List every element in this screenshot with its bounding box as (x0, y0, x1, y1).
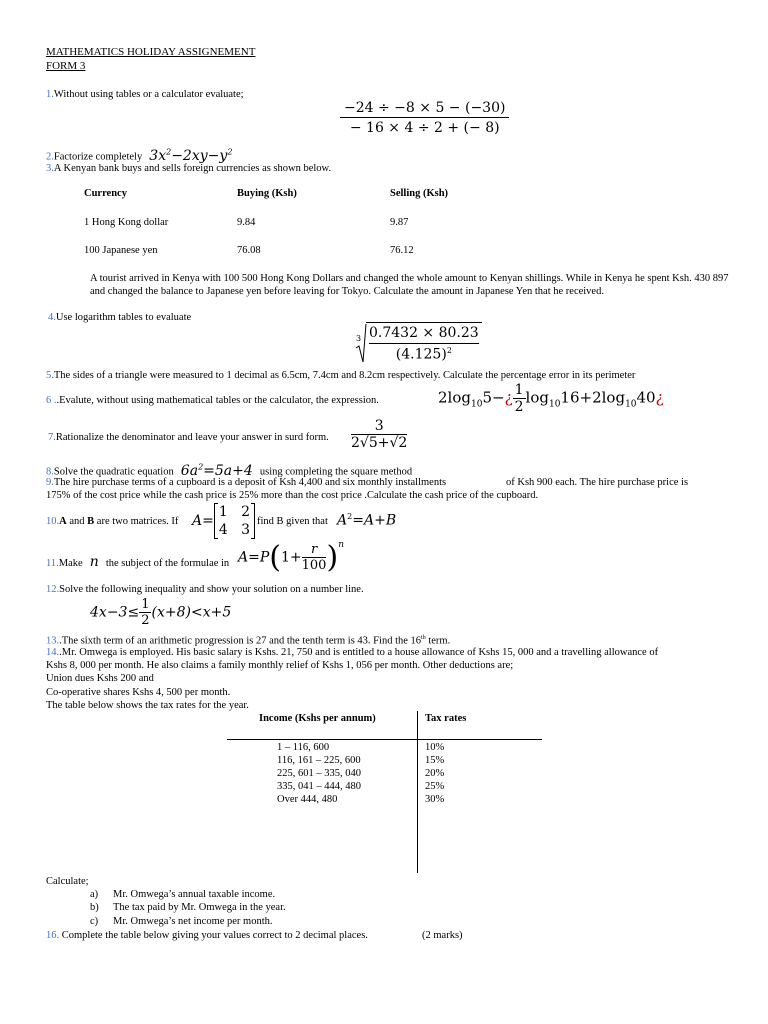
question-text: Rationalize the denominator and leave your answer in surd form. (55, 432, 329, 443)
question-13: 13..The sixth term of an arithmetic progression is 27 and the tenth term is 43. Find the 16th term. (46, 635, 451, 647)
question-number: 3. (46, 163, 54, 174)
q6-expression: $2\log_{10}5-¿$ $\frac{1}{2}$ $\log_{10}16+2\log_{10}40¿$ (438, 382, 664, 415)
question-9 (46, 476, 446, 489)
part-label: a) (90, 889, 99, 900)
radical-sign (355, 322, 367, 364)
tax-income-cell: 1 – 116, 600 (277, 742, 330, 753)
question-number: 16. (46, 930, 60, 941)
q1-fraction (340, 100, 509, 136)
part-label: c) (90, 916, 99, 927)
question-number: 14. (46, 647, 60, 658)
fraction-bar (340, 117, 509, 118)
question-10-cont: find B given that (257, 516, 328, 527)
question-number: 6 . (46, 395, 57, 406)
table-cell: 9.84 (237, 217, 256, 228)
table-cell: 9.87 (390, 217, 409, 228)
q2-expression: $3x^2-2xy-y^2$ (144, 147, 233, 164)
question-3 (46, 162, 331, 175)
question-text: Solve the quadratic equation (53, 466, 174, 478)
question-text: .The sixth term of an arithmetic progression is 27 and the tenth term is 43. Find the 16 (59, 635, 422, 647)
question-text: The hire purchase terms of a cupboard is a deposit of Ksh 4,400 and six monthly installments (53, 477, 447, 488)
tax-rate-cell: 30% (425, 794, 445, 805)
q4-numerator: 0.7432 × 80.23 (369, 325, 479, 341)
question-10: 10.A and B are two matrices. If (46, 516, 179, 527)
question-1 (46, 88, 244, 101)
question-text-2: using completing the square method (259, 466, 413, 478)
question-number: 1. (46, 89, 54, 100)
question-text: Without using tables or a calculator evaluate; (53, 89, 244, 100)
question-number: 4. (48, 312, 56, 323)
q14-line3: Union dues Kshs 200 and (46, 673, 154, 684)
q10-matrix: A= 1 2 4 3 (192, 503, 255, 539)
q3-paragraph: A tourist arrived in Kenya with 100 500 Hong Kong Dollars and changed the whole amount to Kenyan shillings. While in Kenya he spent Ksh. 430 897 and changed the balance to Japanese yen before leaving for Tokyo. Calculate the amount in Japanese Yen that he received. (90, 273, 729, 297)
form-label: FORM 3 (46, 60, 86, 72)
tax-income-cell: 116, 161 – 225, 600 (277, 755, 361, 766)
table-header: Selling (Ksh) (390, 188, 449, 199)
question-text: Complete the table below giving your values correct to 2 decimal places. (59, 930, 368, 941)
tax-rate-cell: 20% (425, 768, 445, 779)
q14-line4: Co-operative shares Kshs 4, 500 per month. (46, 687, 231, 698)
question-text: .Evalute, without using mathematical tables or the calculator, the expression. (56, 395, 379, 406)
q14-line5: The table below shows the tax rates for the year. (46, 700, 249, 711)
question-12 (46, 583, 364, 596)
q12-inequality: 4x−3≤ $\frac{1}{2}$ (x+8)<x+5 (90, 597, 232, 628)
question-11 (46, 556, 229, 570)
question-number: 8. (46, 466, 54, 478)
question-number: 2. (46, 151, 54, 163)
part-text: Mr. Omwega’s net income per month. (113, 916, 273, 927)
tax-income-cell: Over 444, 480 (277, 794, 338, 805)
question-text: A Kenyan bank buys and sells foreign currencies as shown below. (53, 163, 332, 174)
q4-denominator: (4.125) (395, 346, 447, 363)
part-text: The tax paid by Mr. Omwega in the year. (113, 902, 286, 913)
question-9-line2: 175% of the cost price while the cash price is 25% more than the cost price .Calculate the cash price of the cupboard. (46, 490, 539, 501)
tax-rate-cell: 15% (425, 755, 445, 766)
part-text: Mr. Omwega’s annual taxable income. (113, 889, 276, 900)
question-text: Make (58, 558, 83, 569)
tax-income-cell: 225, 601 – 335, 040 (277, 768, 361, 779)
question-14 (46, 646, 658, 659)
question-text: Solve the following inequality and show your solution on a number line. (59, 584, 364, 595)
question-number: 12. (46, 584, 60, 595)
q11-formula: A=P(1+ $\frac{r}{100}$ )$^n$ (238, 540, 344, 575)
marks-label: (2 marks) (422, 930, 463, 941)
table-header: Buying (Ksh) (237, 188, 297, 199)
question-7 (48, 431, 329, 444)
question-text: are two matrices. If (94, 516, 179, 527)
table-cell: 1 Hong Kong dollar (84, 217, 169, 228)
question-5 (46, 369, 635, 382)
q1-denominator: − 16 × 4 ÷ 2 + (− 8) (349, 120, 500, 136)
table-cell: 76.12 (390, 245, 414, 256)
question-number: 9. (46, 477, 54, 488)
tax-table-vline (417, 711, 418, 873)
calculate-label: Calculate; (46, 876, 89, 887)
q1-numerator: −24 ÷ −8 × 5 − (−30) (344, 100, 506, 116)
q14-line2: Kshs 8, 000 per month. He also claims a family monthly relief of Kshs 1, 056 per month. Other deductions are; (46, 660, 514, 671)
question-number: 10. (46, 516, 60, 527)
table-header: Currency (84, 188, 127, 199)
tax-table-hline (227, 739, 542, 740)
question-text-2: the subject of the formulae in (105, 558, 230, 569)
tax-table-header: Tax rates (425, 713, 467, 724)
question-text: Use logarithm tables to evaluate (55, 312, 192, 323)
q7-fraction: 3 2√5+√2 (351, 418, 408, 451)
question-6 (46, 394, 379, 407)
tax-income-cell: 335, 041 – 444, 480 (277, 781, 361, 792)
q10-equation: $A^2=A+B$ (337, 512, 397, 529)
table-cell: 76.08 (237, 245, 261, 256)
question-4 (48, 311, 191, 324)
question-text: The sides of a triangle were measured to 1 decimal as 6.5cm, 7.4cm and 8.2cm respectively. Calculate the percentage error in its perimeter (53, 370, 636, 381)
q4-cube-root: 3 0.7432 × 80.23 $(4.125)^2$ (355, 322, 482, 363)
question-number: 13. (46, 635, 60, 647)
question-9-cont: of Ksh 900 each. The hire purchase price is (506, 477, 689, 488)
part-label: b) (90, 902, 99, 913)
tax-table-header: Income (Kshs per annum) (259, 713, 376, 724)
tax-rate-cell: 25% (425, 781, 445, 792)
question-2 (46, 145, 232, 164)
question-text: Factorize completely (53, 151, 143, 163)
variable-n: n (85, 554, 104, 570)
question-16 (46, 929, 368, 942)
question-number: 5. (46, 370, 54, 381)
table-cell: 100 Japanese yen (84, 245, 158, 256)
q8-equation: $6a^2=5a+4$ (176, 462, 258, 479)
question-number: 11. (46, 558, 59, 569)
assignment-title: MATHEMATICS HOLIDAY ASSIGNEMENT (46, 46, 256, 58)
question-number: 7. (48, 432, 56, 443)
tax-rate-cell: 10% (425, 742, 445, 753)
question-text: .Mr. Omwega is employed. His basic salary is Kshs. 21, 750 and is entitled to a house allowance of Kshs 15, 000 and a travelling allowance of (59, 647, 659, 658)
